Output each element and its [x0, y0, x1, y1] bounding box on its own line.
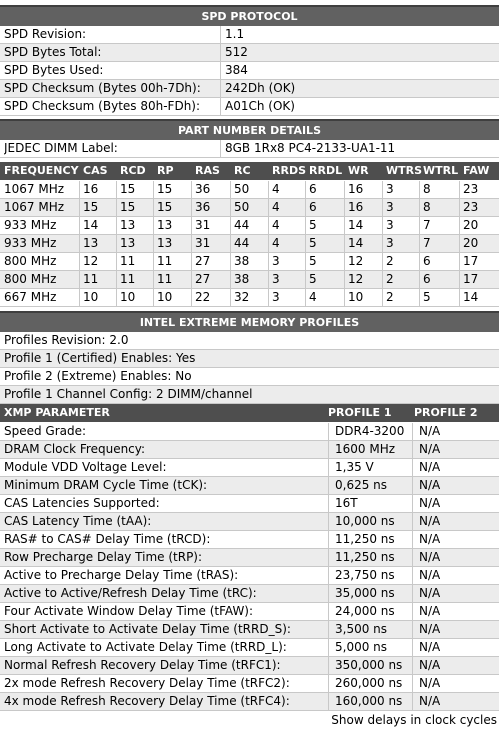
timing-cell: 17 — [463, 272, 479, 286]
spd-row — [0, 98, 499, 116]
timing-cell: 16 — [348, 200, 364, 214]
timing-cell: 16 — [83, 182, 99, 196]
timing-cell: 4 — [272, 200, 280, 214]
xmp-profile1-value: 0,625 ns — [335, 478, 388, 492]
timing-cell: 23 — [463, 182, 479, 196]
timing-cell: 12 — [348, 254, 364, 268]
timing-cell: 15 — [157, 182, 173, 196]
timing-cell: 5 — [309, 218, 317, 232]
xmp-profile2-value: N/A — [419, 676, 441, 690]
spd-row-value: A01Ch (OK) — [225, 99, 295, 113]
timing-cell: 13 — [120, 236, 136, 250]
timing-cell: 3 — [272, 254, 280, 268]
timing-cell: 4 — [272, 218, 280, 232]
xmp-profile2-value: N/A — [419, 640, 441, 654]
timing-cell: 5 — [309, 272, 317, 286]
xmp-profile1-value: 1600 MHz — [335, 442, 396, 456]
timing-cell: 13 — [120, 218, 136, 232]
timing-cell: 3 — [272, 272, 280, 286]
timing-cell: 8 — [423, 182, 431, 196]
timing-cell: 8 — [423, 200, 431, 214]
timing-cell: 5 — [309, 236, 317, 250]
xmp-profile2-value: N/A — [419, 424, 441, 438]
jedec-dimm-label-row — [0, 140, 499, 158]
timing-cell: 50 — [234, 182, 250, 196]
xmp-param-row — [0, 603, 499, 621]
xmp-profile2-value: N/A — [419, 532, 441, 546]
timing-cell: 15 — [83, 200, 99, 214]
timing-cell: 31 — [195, 236, 211, 250]
timing-cell: 6 — [309, 182, 317, 196]
timing-column-header: RCD — [120, 164, 146, 177]
timing-cell: 50 — [234, 200, 250, 214]
timing-column-header: RRDS — [272, 164, 306, 177]
xmp-info-row — [0, 332, 499, 350]
timing-cell: 15 — [120, 200, 136, 214]
xmp-profile2-value: N/A — [419, 442, 441, 456]
timing-column-header: RC — [234, 164, 251, 177]
timing-column-header: FAW — [463, 164, 490, 177]
xmp-param-row — [0, 549, 499, 567]
timing-cell: 1067 MHz — [4, 182, 65, 196]
xmp-info-text: Profile 1 (Certified) Enables: Yes — [4, 351, 196, 365]
timing-cell: 3 — [386, 218, 394, 232]
xmp-param-name: Short Activate to Activate Delay Time (tRRD_S): — [4, 622, 291, 636]
spd-row-value: 512 — [225, 45, 248, 59]
timing-cell: 5 — [423, 290, 431, 304]
xmp-profile2-value: N/A — [419, 550, 441, 564]
timing-cell: 10 — [157, 290, 173, 304]
timing-cell: 32 — [234, 290, 250, 304]
timing-cell: 11 — [157, 254, 173, 268]
xmp-info-row — [0, 350, 499, 368]
timing-cell: 36 — [195, 182, 211, 196]
spd-row-label: SPD Bytes Used: — [4, 63, 104, 77]
xmp-param-column-header: XMP PARAMETER — [4, 406, 110, 419]
timing-column-header: RAS — [195, 164, 220, 177]
xmp-param-name: Active to Precharge Delay Time (tRAS): — [4, 568, 239, 582]
timing-cell: 27 — [195, 254, 211, 268]
spd-row-value: 1.1 — [225, 27, 245, 41]
timing-column-header: RP — [157, 164, 174, 177]
timing-column-header: WR — [348, 164, 369, 177]
xmp-profile1-value: 35,000 ns — [335, 586, 395, 600]
xmp-profile1-value: 24,000 ns — [335, 604, 395, 618]
xmp-param-name: DRAM Clock Frequency: — [4, 442, 146, 456]
xmp-param-name: 2x mode Refresh Recovery Delay Time (tRFC2): — [4, 676, 290, 690]
xmp-param-row — [0, 693, 499, 711]
xmp-info-row — [0, 386, 499, 404]
timing-cell: 800 MHz — [4, 254, 57, 268]
timing-column-header: FREQUENCY — [4, 164, 79, 177]
xmp-profile1-value: 160,000 ns — [335, 694, 403, 708]
spd-row — [0, 62, 499, 80]
timing-cell: 14 — [348, 236, 364, 250]
spd-row-label: SPD Revision: — [4, 27, 87, 41]
timing-cell: 6 — [423, 254, 431, 268]
timing-cell: 10 — [83, 290, 99, 304]
xmp-param-row — [0, 477, 499, 495]
profile2-column-header: PROFILE 2 — [414, 406, 478, 419]
timing-cell: 4 — [272, 182, 280, 196]
timing-column-header: RRDL — [309, 164, 343, 177]
timing-row — [0, 253, 499, 271]
show-delays-clock-cycles-link[interactable]: Show delays in clock cycles — [331, 713, 497, 727]
timing-column-header: WTRL — [423, 164, 459, 177]
xmp-param-row — [0, 513, 499, 531]
part-number-title: PART NUMBER DETAILS — [178, 124, 321, 137]
timing-cell: 38 — [234, 254, 250, 268]
xmp-param-row — [0, 495, 499, 513]
timing-cell: 3 — [386, 200, 394, 214]
xmp-param-row — [0, 585, 499, 603]
xmp-info-text: Profile 2 (Extreme) Enables: No — [4, 369, 192, 383]
timing-cell: 17 — [463, 254, 479, 268]
spd-row-label: SPD Bytes Total: — [4, 45, 102, 59]
timing-cell: 933 MHz — [4, 236, 57, 250]
xmp-profile1-value: 1,35 V — [335, 460, 374, 474]
timing-row — [0, 217, 499, 235]
xmp-header — [0, 311, 499, 332]
xmp-profile1-value: 3,500 ns — [335, 622, 388, 636]
xmp-profile1-value: 10,000 ns — [335, 514, 395, 528]
xmp-profile1-value: DDR4-3200 — [335, 424, 405, 438]
xmp-profile2-value: N/A — [419, 694, 441, 708]
xmp-param-name: Row Precharge Delay Time (tRP): — [4, 550, 203, 564]
timing-row — [0, 235, 499, 253]
xmp-param-row — [0, 657, 499, 675]
timing-cell: 4 — [309, 290, 317, 304]
timing-cell: 3 — [272, 290, 280, 304]
xmp-profile2-value: N/A — [419, 496, 441, 510]
timing-cell: 2 — [386, 254, 394, 268]
xmp-profile1-value: 350,000 ns — [335, 658, 403, 672]
xmp-profile1-value: 260,000 ns — [335, 676, 403, 690]
timing-cell: 11 — [157, 272, 173, 286]
timing-cell: 933 MHz — [4, 218, 57, 232]
xmp-param-name: Minimum DRAM Cycle Time (tCK): — [4, 478, 208, 492]
timing-cell: 22 — [195, 290, 211, 304]
timing-row — [0, 181, 499, 199]
timing-cell: 15 — [157, 200, 173, 214]
xmp-param-row — [0, 639, 499, 657]
xmp-param-name: CAS Latencies Supported: — [4, 496, 160, 510]
xmp-param-row — [0, 531, 499, 549]
timing-row — [0, 289, 499, 307]
timing-cell: 20 — [463, 236, 479, 250]
timing-cell: 20 — [463, 218, 479, 232]
timing-cell: 14 — [348, 218, 364, 232]
xmp-profile2-value: N/A — [419, 460, 441, 474]
timing-cell: 6 — [423, 272, 431, 286]
xmp-title: INTEL EXTREME MEMORY PROFILES — [139, 316, 360, 329]
jedec-dimm-label-label: JEDEC DIMM Label: — [4, 141, 118, 155]
timing-cell: 15 — [120, 182, 136, 196]
timing-cell: 3 — [386, 182, 394, 196]
timing-cell: 12 — [83, 254, 99, 268]
timing-cell: 6 — [309, 200, 317, 214]
xmp-param-row — [0, 675, 499, 693]
xmp-profile2-value: N/A — [419, 568, 441, 582]
xmp-param-name: Long Activate to Activate Delay Time (tRRD_L): — [4, 640, 287, 654]
timing-cell: 38 — [234, 272, 250, 286]
jedec-dimm-label-value: 8GB 1Rx8 PC4-2133-UA1-11 — [225, 141, 396, 155]
timing-cell: 13 — [83, 236, 99, 250]
timing-cell: 4 — [272, 236, 280, 250]
xmp-param-row — [0, 567, 499, 585]
footer — [0, 711, 499, 730]
xmp-profile1-value: 16T — [335, 496, 358, 510]
xmp-param-row — [0, 621, 499, 639]
part-number-header — [0, 119, 499, 140]
xmp-profile2-value: N/A — [419, 478, 441, 492]
spd-row-value: 384 — [225, 63, 248, 77]
timing-cell: 13 — [157, 236, 173, 250]
timing-row — [0, 271, 499, 289]
timing-cell: 12 — [348, 272, 364, 286]
xmp-profile1-value: 11,250 ns — [335, 532, 395, 546]
profile1-column-header: PROFILE 1 — [328, 406, 392, 419]
xmp-param-header — [0, 404, 499, 422]
timing-column-header: WTRS — [386, 164, 423, 177]
timing-cell: 14 — [463, 290, 479, 304]
xmp-param-row — [0, 423, 499, 441]
timing-cell: 10 — [120, 290, 136, 304]
timing-cell: 7 — [423, 218, 431, 232]
timing-cell: 31 — [195, 218, 211, 232]
xmp-profile2-value: N/A — [419, 586, 441, 600]
timing-row — [0, 199, 499, 217]
xmp-profile1-value: 5,000 ns — [335, 640, 388, 654]
timing-cell: 5 — [309, 254, 317, 268]
timing-cell: 7 — [423, 236, 431, 250]
xmp-profile2-value: N/A — [419, 658, 441, 672]
timing-cell: 10 — [348, 290, 364, 304]
xmp-info-text: Profile 1 Channel Config: 2 DIMM/channel — [4, 387, 253, 401]
xmp-param-row — [0, 459, 499, 477]
timing-cell: 11 — [120, 272, 136, 286]
timing-cell: 1067 MHz — [4, 200, 65, 214]
timing-cell: 13 — [157, 218, 173, 232]
spd-row-label: SPD Checksum (Bytes 00h-7Dh): — [4, 81, 201, 95]
xmp-param-name: Active to Active/Refresh Delay Time (tRC): — [4, 586, 257, 600]
timing-cell: 11 — [120, 254, 136, 268]
timing-cell: 2 — [386, 290, 394, 304]
spd-row — [0, 44, 499, 62]
xmp-param-name: Normal Refresh Recovery Delay Time (tRFC1): — [4, 658, 281, 672]
timing-cell: 800 MHz — [4, 272, 57, 286]
timing-cell: 667 MHz — [4, 290, 57, 304]
xmp-info-text: Profiles Revision: 2.0 — [4, 333, 129, 347]
timing-cell: 11 — [83, 272, 99, 286]
xmp-param-name: Speed Grade: — [4, 424, 87, 438]
timing-cell: 44 — [234, 218, 250, 232]
timing-cell: 27 — [195, 272, 211, 286]
xmp-param-name: 4x mode Refresh Recovery Delay Time (tRFC4): — [4, 694, 290, 708]
spd-row-value: 242Dh (OK) — [225, 81, 296, 95]
timing-cell: 23 — [463, 200, 479, 214]
xmp-profile2-value: N/A — [419, 604, 441, 618]
spd-row — [0, 26, 499, 44]
xmp-param-name: CAS Latency Time (tAA): — [4, 514, 152, 528]
spd-row — [0, 80, 499, 98]
timing-cell: 3 — [386, 236, 394, 250]
xmp-profile1-value: 23,750 ns — [335, 568, 395, 582]
timing-cell: 36 — [195, 200, 211, 214]
timing-cell: 16 — [348, 182, 364, 196]
timing-column-header: CAS — [83, 164, 108, 177]
xmp-info-row — [0, 368, 499, 386]
xmp-param-row — [0, 441, 499, 459]
xmp-profile2-value: N/A — [419, 622, 441, 636]
timing-cell: 44 — [234, 236, 250, 250]
xmp-param-name: Module VDD Voltage Level: — [4, 460, 167, 474]
timing-cell: 14 — [83, 218, 99, 232]
xmp-param-name: Four Activate Window Delay Time (tFAW): — [4, 604, 254, 618]
xmp-profile1-value: 11,250 ns — [335, 550, 395, 564]
spd-protocol-header — [0, 5, 499, 26]
xmp-profile2-value: N/A — [419, 514, 441, 528]
xmp-param-name: RAS# to CAS# Delay Time (tRCD): — [4, 532, 211, 546]
spd-row-label: SPD Checksum (Bytes 80h-FDh): — [4, 99, 201, 113]
timing-table-header — [0, 162, 499, 180]
spd-protocol-title: SPD PROTOCOL — [201, 10, 298, 23]
timing-cell: 2 — [386, 272, 394, 286]
